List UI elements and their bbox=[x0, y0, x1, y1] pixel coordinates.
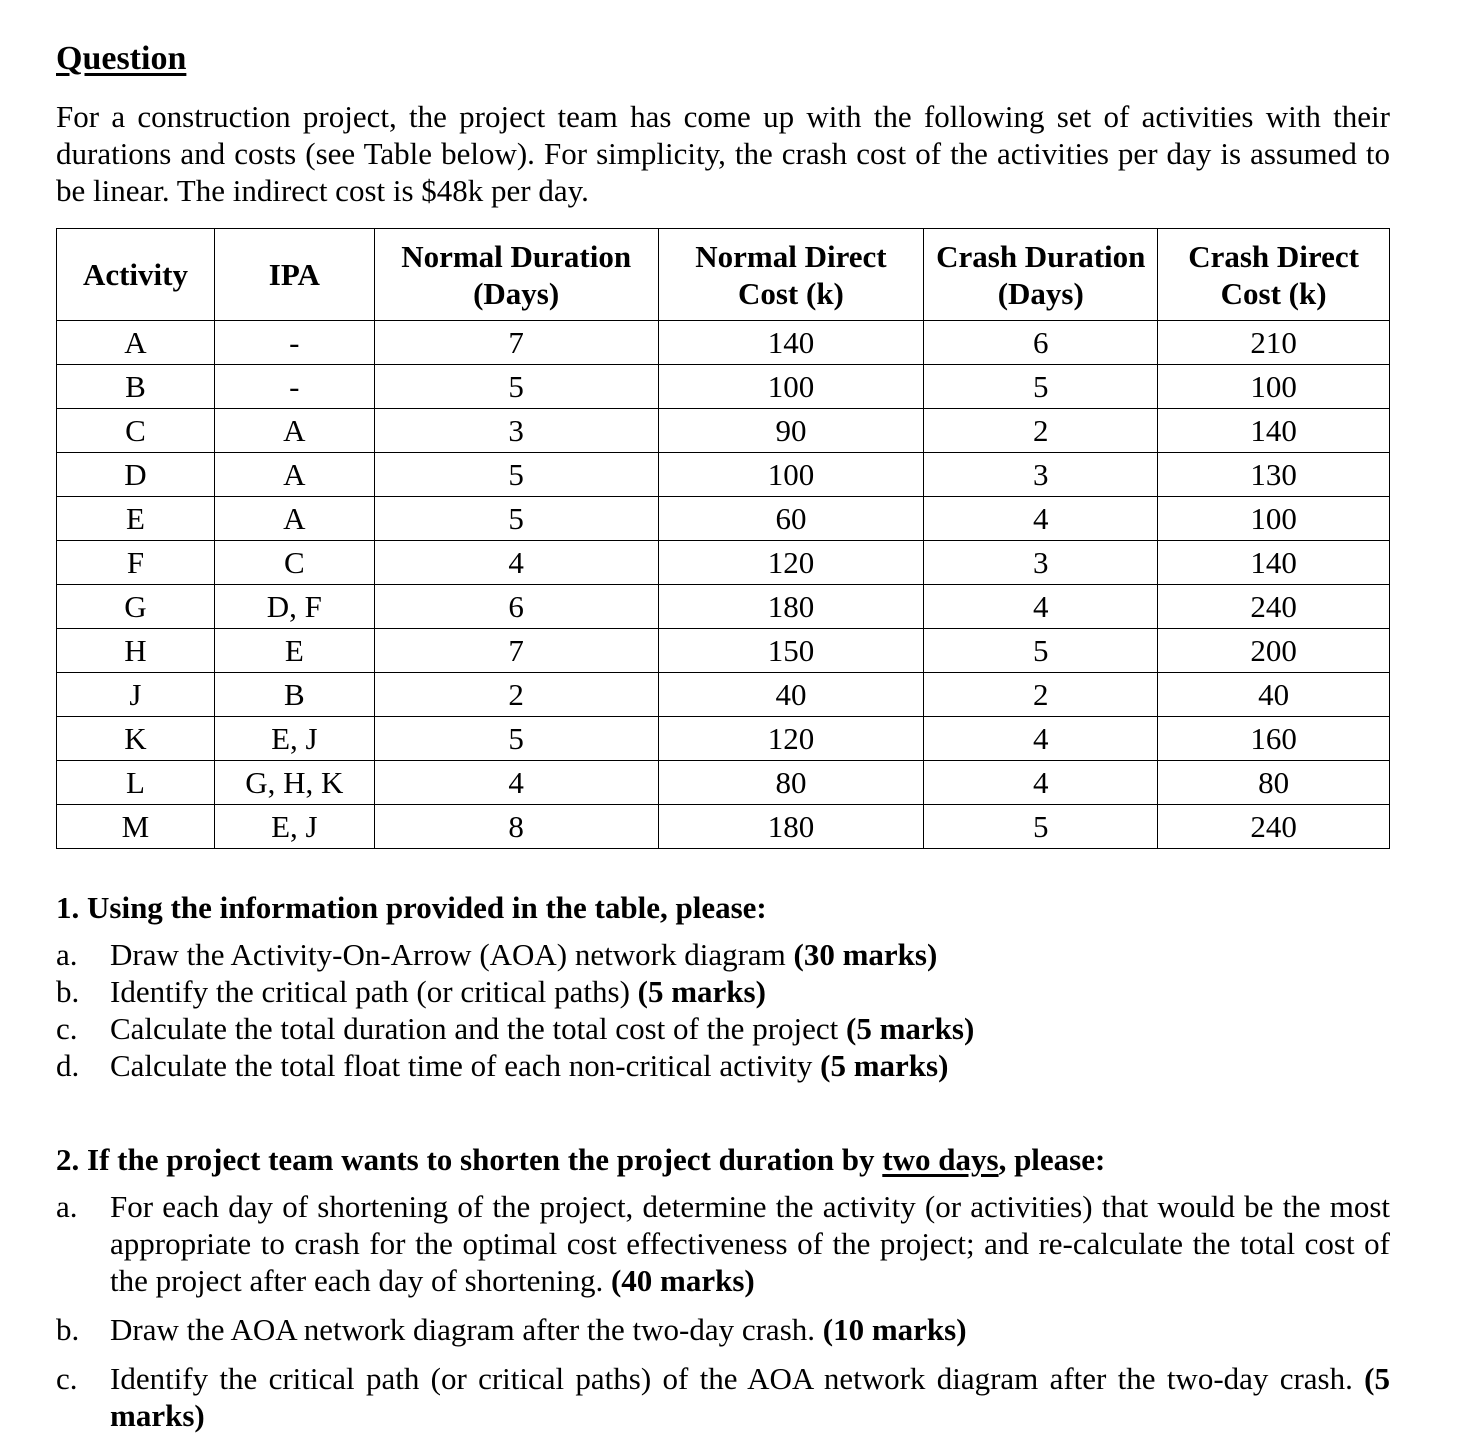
cell-ipa: E, J bbox=[214, 717, 374, 761]
cell-activity: M bbox=[57, 805, 215, 849]
item-label: c. bbox=[56, 1361, 78, 1396]
cell-crash-cost: 140 bbox=[1158, 409, 1390, 453]
q1-item bbox=[56, 1047, 1390, 1084]
item-label: c. bbox=[56, 1011, 78, 1046]
cell-normal-cost: 90 bbox=[658, 409, 924, 453]
q1-item bbox=[56, 1010, 1390, 1047]
item-label: b. bbox=[56, 1312, 80, 1347]
cell-crash-cost: 80 bbox=[1158, 761, 1390, 805]
cell-normal-cost: 120 bbox=[658, 541, 924, 585]
cell-normal-cost: 140 bbox=[658, 321, 924, 365]
item-label: b. bbox=[56, 974, 80, 1009]
header-crash-duration: Crash Duration (Days) bbox=[924, 229, 1158, 321]
cell-crash-duration: 6 bbox=[924, 321, 1158, 365]
q2-item bbox=[56, 1188, 1390, 1299]
q1-item bbox=[56, 973, 1390, 1010]
cell-crash-cost: 40 bbox=[1158, 673, 1390, 717]
item-marks: (5 marks) bbox=[846, 1011, 975, 1046]
table-header-row bbox=[57, 229, 1390, 321]
cell-crash-cost: 130 bbox=[1158, 453, 1390, 497]
item-label: a. bbox=[56, 1189, 78, 1224]
cell-activity: B bbox=[57, 365, 215, 409]
cell-crash-cost: 240 bbox=[1158, 805, 1390, 849]
item-text: Draw the AOA network diagram after the two-day crash. bbox=[110, 1312, 823, 1347]
header-activity: Activity bbox=[57, 229, 215, 321]
table-row bbox=[57, 365, 1390, 409]
table-row bbox=[57, 321, 1390, 365]
table-row bbox=[57, 629, 1390, 673]
cell-activity: G bbox=[57, 585, 215, 629]
question-1-heading: 1. Using the information provided in the table, please: bbox=[56, 890, 767, 925]
cell-crash-duration: 4 bbox=[924, 761, 1158, 805]
table-row bbox=[57, 409, 1390, 453]
table-row bbox=[57, 673, 1390, 717]
cell-crash-duration: 3 bbox=[924, 541, 1158, 585]
cell-crash-cost: 240 bbox=[1158, 585, 1390, 629]
header-normal-duration: Normal Duration (Days) bbox=[374, 229, 658, 321]
cell-activity: L bbox=[57, 761, 215, 805]
cell-activity: F bbox=[57, 541, 215, 585]
cell-activity: C bbox=[57, 409, 215, 453]
intro-paragraph: For a construction project, the project team has come up with the following set of activities with their durations and costs (see Table below). For simplicity, the crash cost of the activities per day is assumed to be linear. The indirect cost is $48k per day. bbox=[56, 99, 1390, 208]
cell-normal-duration: 2 bbox=[374, 673, 658, 717]
cell-normal-cost: 100 bbox=[658, 365, 924, 409]
table-row bbox=[57, 453, 1390, 497]
cell-crash-duration: 4 bbox=[924, 717, 1158, 761]
cell-ipa: D, F bbox=[214, 585, 374, 629]
cell-normal-cost: 150 bbox=[658, 629, 924, 673]
table-body bbox=[57, 321, 1390, 849]
cell-crash-duration: 2 bbox=[924, 409, 1158, 453]
item-text: Identify the critical path (or critical paths) bbox=[110, 974, 638, 1009]
item-marks: (5 marks) bbox=[637, 974, 766, 1009]
question-2 bbox=[56, 1140, 1390, 1446]
cell-normal-cost: 40 bbox=[658, 673, 924, 717]
cell-crash-cost: 210 bbox=[1158, 321, 1390, 365]
cell-crash-duration: 2 bbox=[924, 673, 1158, 717]
cell-ipa: A bbox=[214, 409, 374, 453]
header-ipa: IPA bbox=[214, 229, 374, 321]
cell-normal-cost: 80 bbox=[658, 761, 924, 805]
cell-normal-duration: 7 bbox=[374, 321, 658, 365]
item-marks: (5 marks) bbox=[820, 1048, 949, 1083]
cell-crash-cost: 160 bbox=[1158, 717, 1390, 761]
cell-ipa: - bbox=[214, 321, 374, 365]
item-text: Calculate the total duration and the total cost of the project bbox=[110, 1011, 847, 1046]
cell-crash-duration: 5 bbox=[924, 365, 1158, 409]
cell-ipa: G, H, K bbox=[214, 761, 374, 805]
item-text: For each day of shortening of the project, determine the activity (or activities) that would be the most appropriate to crash for the optimal cost effectiveness of the project; and re-calculate the total cost of the project after each day of shortening. bbox=[110, 1189, 1390, 1298]
cell-normal-cost: 100 bbox=[658, 453, 924, 497]
cell-normal-duration: 8 bbox=[374, 805, 658, 849]
cell-normal-duration: 5 bbox=[374, 365, 658, 409]
cell-normal-duration: 4 bbox=[374, 761, 658, 805]
cell-normal-cost: 60 bbox=[658, 497, 924, 541]
table-row bbox=[57, 761, 1390, 805]
cell-ipa: A bbox=[214, 453, 374, 497]
cell-normal-duration: 5 bbox=[374, 497, 658, 541]
header-crash-cost: Crash Direct Cost (k) bbox=[1158, 229, 1390, 321]
item-label: d. bbox=[56, 1048, 80, 1083]
page-title: Question bbox=[56, 40, 187, 77]
cell-crash-duration: 4 bbox=[924, 585, 1158, 629]
table-row bbox=[57, 717, 1390, 761]
cell-activity: E bbox=[57, 497, 215, 541]
item-text: Calculate the total float time of each non-critical activity bbox=[110, 1048, 821, 1083]
cell-activity: K bbox=[57, 717, 215, 761]
item-marks: (30 marks) bbox=[793, 937, 938, 972]
item-label: a. bbox=[56, 937, 78, 972]
cell-normal-duration: 4 bbox=[374, 541, 658, 585]
cell-ipa: E bbox=[214, 629, 374, 673]
cell-normal-cost: 180 bbox=[658, 805, 924, 849]
cell-crash-duration: 5 bbox=[924, 805, 1158, 849]
cell-normal-duration: 7 bbox=[374, 629, 658, 673]
q2-item bbox=[56, 1311, 1390, 1348]
question-1 bbox=[56, 888, 1390, 1084]
table-row bbox=[57, 541, 1390, 585]
cell-normal-duration: 5 bbox=[374, 453, 658, 497]
question-2-heading: 2. If the project team wants to shorten the project duration by two days, please: bbox=[56, 1142, 1106, 1177]
cell-crash-cost: 100 bbox=[1158, 365, 1390, 409]
cell-ipa: C bbox=[214, 541, 374, 585]
cell-normal-duration: 5 bbox=[374, 717, 658, 761]
item-text: Identify the critical path (or critical paths) of the AOA network diagram after the two-day crash. bbox=[110, 1361, 1365, 1396]
cell-crash-duration: 4 bbox=[924, 497, 1158, 541]
cell-activity: A bbox=[57, 321, 215, 365]
cell-crash-duration: 5 bbox=[924, 629, 1158, 673]
activity-table bbox=[56, 228, 1390, 849]
table-row bbox=[57, 585, 1390, 629]
cell-normal-cost: 120 bbox=[658, 717, 924, 761]
cell-normal-cost: 180 bbox=[658, 585, 924, 629]
cell-crash-cost: 100 bbox=[1158, 497, 1390, 541]
cell-ipa: B bbox=[214, 673, 374, 717]
cell-normal-duration: 3 bbox=[374, 409, 658, 453]
cell-activity: D bbox=[57, 453, 215, 497]
item-marks: (40 marks) bbox=[610, 1263, 755, 1298]
item-marks: (5 marks) bbox=[110, 1361, 1390, 1433]
item-marks: (10 marks) bbox=[822, 1312, 967, 1347]
cell-crash-duration: 3 bbox=[924, 453, 1158, 497]
cell-activity: H bbox=[57, 629, 215, 673]
table-row bbox=[57, 497, 1390, 541]
cell-normal-duration: 6 bbox=[374, 585, 658, 629]
q1-item bbox=[56, 936, 1390, 973]
table-row bbox=[57, 805, 1390, 849]
cell-crash-cost: 140 bbox=[1158, 541, 1390, 585]
cell-activity: J bbox=[57, 673, 215, 717]
cell-ipa: E, J bbox=[214, 805, 374, 849]
header-normal-cost: Normal Direct Cost (k) bbox=[658, 229, 924, 321]
cell-ipa: - bbox=[214, 365, 374, 409]
cell-crash-cost: 200 bbox=[1158, 629, 1390, 673]
cell-ipa: A bbox=[214, 497, 374, 541]
item-text: Draw the Activity-On-Arrow (AOA) network diagram bbox=[110, 937, 794, 972]
q2-item bbox=[56, 1360, 1390, 1434]
